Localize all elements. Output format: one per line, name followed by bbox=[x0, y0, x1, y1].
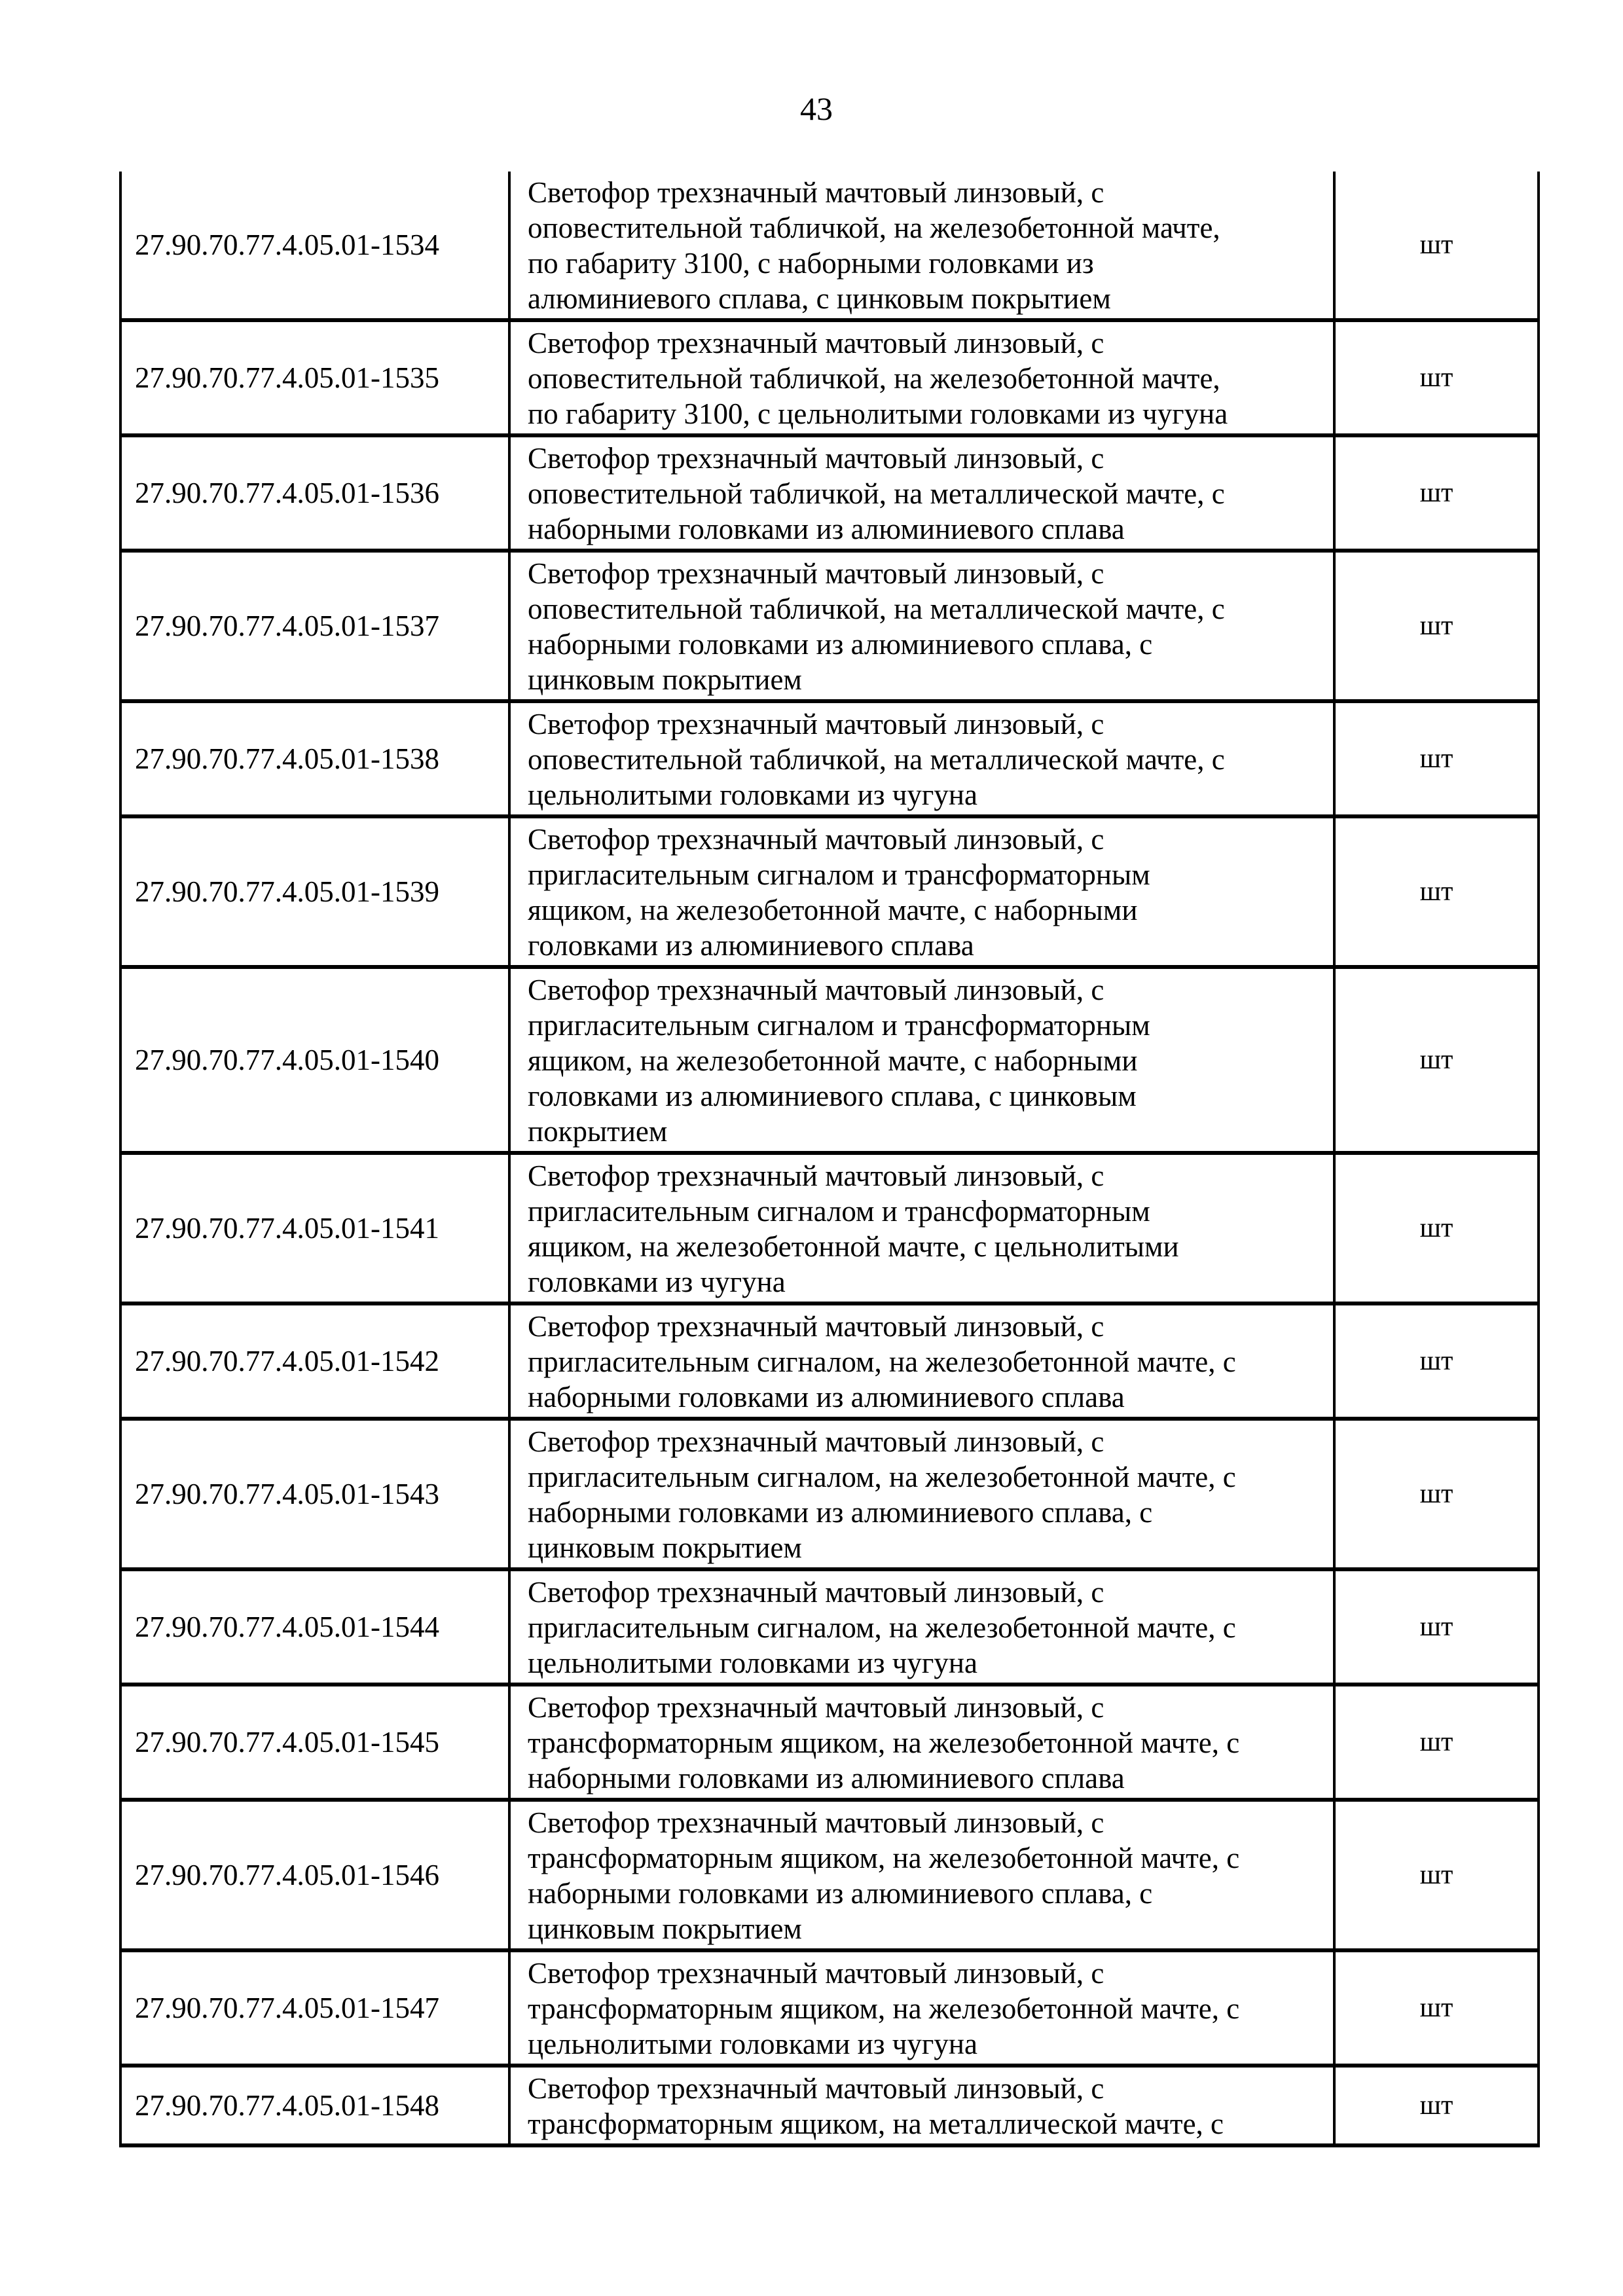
description-line: наборными головками из алюминиевого сплава, с bbox=[528, 1877, 1153, 1910]
table-row bbox=[122, 1421, 1537, 1571]
unit-cell: шт bbox=[1419, 1612, 1453, 1642]
description-line: пригласительным сигналом и трансформаторным bbox=[528, 1195, 1150, 1228]
description-line: Светофор трехзначный мачтовый линзовый, с bbox=[528, 1806, 1104, 1839]
price-table bbox=[119, 172, 1540, 2147]
unit-cell: шт bbox=[1419, 611, 1453, 641]
description-line: пригласительным сигналом и трансформаторным bbox=[528, 1009, 1150, 1042]
page-number: 43 bbox=[800, 90, 833, 127]
description-line: Светофор трехзначный мачтовый линзовый, с bbox=[528, 823, 1104, 856]
description-cell bbox=[511, 437, 1336, 549]
description-line: головками из алюминиевого сплава bbox=[528, 929, 974, 962]
code-cell: 27.90.70.77.4.05.01-1546 bbox=[122, 1802, 511, 1948]
description-cell bbox=[511, 1686, 1336, 1798]
table-row bbox=[122, 322, 1537, 437]
code-cell: 27.90.70.77.4.05.01-1545 bbox=[122, 1686, 511, 1798]
description-line: цельнолитыми головками из чугуна bbox=[528, 1647, 977, 1679]
code-cell: 27.90.70.77.4.05.01-1538 bbox=[122, 703, 511, 814]
description-line: цельнолитыми головками из чугуна bbox=[528, 2028, 977, 2060]
description-line: Светофор трехзначный мачтовый линзовый, с bbox=[528, 1310, 1104, 1343]
description-line: ящиком, на железобетонной мачте, с наборными bbox=[528, 1044, 1138, 1077]
table-row bbox=[122, 969, 1537, 1155]
description-line: Светофор трехзначный мачтовый линзовый, с bbox=[528, 974, 1104, 1006]
description-line: по габариту 3100, с цельнолитыми головками из чугуна bbox=[528, 397, 1228, 430]
description-line: пригласительным сигналом и трансформаторным bbox=[528, 858, 1150, 891]
description-line: Светофор трехзначный мачтовый линзовый, с bbox=[528, 1691, 1104, 1724]
table-row bbox=[122, 1305, 1537, 1421]
code-cell: 27.90.70.77.4.05.01-1540 bbox=[122, 969, 511, 1151]
unit-cell: шт bbox=[1419, 1346, 1453, 1376]
description-line: наборными головками из алюминиевого сплава, с bbox=[528, 628, 1153, 661]
description-line: Светофор трехзначный мачтовый линзовый, с bbox=[528, 1425, 1104, 1458]
description-line: оповестительной табличкой, на металлической мачте, с bbox=[528, 743, 1225, 776]
description-line: Светофор трехзначный мачтовый линзовый, с bbox=[528, 2072, 1104, 2105]
description-line: цельнолитыми головками из чугуна bbox=[528, 778, 977, 811]
description-line: наборными головками из алюминиевого сплава bbox=[528, 1762, 1125, 1795]
description-cell bbox=[511, 553, 1336, 699]
description-line: покрытием bbox=[528, 1115, 668, 1148]
description-line: Светофор трехзначный мачтовый линзовый, с bbox=[528, 557, 1104, 590]
description-line: цинковым покрытием bbox=[528, 1912, 802, 1945]
description-line: трансформаторным ящиком, на железобетонной мачте, с bbox=[528, 1992, 1240, 2025]
description-cell bbox=[511, 172, 1336, 318]
unit-cell: шт bbox=[1419, 744, 1453, 774]
code-cell: 27.90.70.77.4.05.01-1542 bbox=[122, 1305, 511, 1417]
description-line: наборными головками из алюминиевого сплава bbox=[528, 513, 1125, 545]
code-cell: 27.90.70.77.4.05.01-1535 bbox=[122, 322, 511, 433]
description-cell bbox=[511, 969, 1336, 1151]
code-cell: 27.90.70.77.4.05.01-1536 bbox=[122, 437, 511, 549]
description-cell bbox=[511, 1155, 1336, 1302]
table-row bbox=[122, 553, 1537, 703]
description-line: головками из чугуна bbox=[528, 1266, 786, 1298]
unit-cell: шт bbox=[1419, 478, 1453, 508]
table-row bbox=[122, 703, 1537, 818]
description-cell bbox=[511, 1952, 1336, 2064]
description-line: ящиком, на железобетонной мачте, с наборными bbox=[528, 894, 1138, 926]
description-cell bbox=[511, 322, 1336, 433]
description-cell bbox=[511, 818, 1336, 965]
table-row bbox=[122, 1155, 1537, 1305]
code-cell: 27.90.70.77.4.05.01-1539 bbox=[122, 818, 511, 965]
description-cell bbox=[511, 1571, 1336, 1683]
unit-cell: шт bbox=[1419, 230, 1453, 260]
description-line: оповестительной табличкой, на железобетонной мачте, bbox=[528, 362, 1220, 395]
description-cell bbox=[511, 703, 1336, 814]
description-line: пригласительным сигналом, на железобетонной мачте, с bbox=[528, 1461, 1236, 1493]
code-cell: 27.90.70.77.4.05.01-1547 bbox=[122, 1952, 511, 2064]
code-cell: 27.90.70.77.4.05.01-1548 bbox=[122, 2068, 511, 2143]
description-line: по габариту 3100, с наборными головками из bbox=[528, 247, 1094, 280]
code-cell: 27.90.70.77.4.05.01-1534 bbox=[122, 172, 511, 318]
unit-cell: шт bbox=[1419, 2090, 1453, 2121]
description-line: пригласительным сигналом, на железобетонной мачте, с bbox=[528, 1611, 1236, 1644]
description-line: ящиком, на железобетонной мачте, с цельнолитыми bbox=[528, 1230, 1179, 1263]
unit-cell: шт bbox=[1419, 877, 1453, 907]
code-cell: 27.90.70.77.4.05.01-1537 bbox=[122, 553, 511, 699]
description-line: цинковым покрытием bbox=[528, 663, 802, 696]
description-line: цинковым покрытием bbox=[528, 1531, 802, 1564]
description-line: оповестительной табличкой, на железобетонной мачте, bbox=[528, 211, 1220, 244]
description-line: Светофор трехзначный мачтовый линзовый, с bbox=[528, 708, 1104, 740]
description-line: алюминиевого сплава, с цинковым покрытием bbox=[528, 282, 1111, 315]
description-cell bbox=[511, 1305, 1336, 1417]
description-line: Светофор трехзначный мачтовый линзовый, с bbox=[528, 327, 1104, 359]
unit-cell: шт bbox=[1419, 1479, 1453, 1509]
unit-cell: шт bbox=[1419, 1727, 1453, 1757]
code-cell: 27.90.70.77.4.05.01-1543 bbox=[122, 1421, 511, 1567]
description-line: Светофор трехзначный мачтовый линзовый, с bbox=[528, 1957, 1104, 1990]
table-row bbox=[122, 1802, 1537, 1952]
table-row bbox=[122, 1686, 1537, 1802]
unit-cell: шт bbox=[1419, 1213, 1453, 1243]
unit-cell: шт bbox=[1419, 1045, 1453, 1075]
description-line: Светофор трехзначный мачтовый линзовый, с bbox=[528, 1159, 1104, 1192]
description-line: пригласительным сигналом, на железобетонной мачте, с bbox=[528, 1345, 1236, 1378]
description-line: трансформаторным ящиком, на металлической мачте, с bbox=[528, 2107, 1224, 2140]
unit-cell: шт bbox=[1419, 363, 1453, 393]
description-line: наборными головками из алюминиевого сплава bbox=[528, 1381, 1125, 1413]
description-line: наборными головками из алюминиевого сплава, с bbox=[528, 1496, 1153, 1529]
code-cell: 27.90.70.77.4.05.01-1544 bbox=[122, 1571, 511, 1683]
description-line: трансформаторным ящиком, на железобетонной мачте, с bbox=[528, 1726, 1240, 1759]
unit-cell: шт bbox=[1419, 1993, 1453, 2023]
code-cell: 27.90.70.77.4.05.01-1541 bbox=[122, 1155, 511, 1302]
table-row bbox=[122, 1952, 1537, 2068]
table-row bbox=[122, 2068, 1537, 2147]
table-row bbox=[122, 1571, 1537, 1686]
description-line: оповестительной табличкой, на металлической мачте, с bbox=[528, 592, 1225, 625]
description-cell bbox=[511, 1802, 1336, 1948]
description-line: трансформаторным ящиком, на железобетонной мачте, с bbox=[528, 1842, 1240, 1874]
table-row bbox=[122, 818, 1537, 969]
table-row bbox=[122, 172, 1537, 322]
description-line: Светофор трехзначный мачтовый линзовый, с bbox=[528, 1576, 1104, 1609]
description-line: головками из алюминиевого сплава, с цинковым bbox=[528, 1080, 1137, 1112]
description-line: Светофор трехзначный мачтовый линзовый, с bbox=[528, 442, 1104, 475]
description-line: Светофор трехзначный мачтовый линзовый, с bbox=[528, 176, 1104, 209]
unit-cell: шт bbox=[1419, 1860, 1453, 1890]
description-cell bbox=[511, 1421, 1336, 1567]
description-line: оповестительной табличкой, на металлической мачте, с bbox=[528, 477, 1225, 510]
description-cell bbox=[511, 2068, 1336, 2143]
table-row bbox=[122, 437, 1537, 553]
